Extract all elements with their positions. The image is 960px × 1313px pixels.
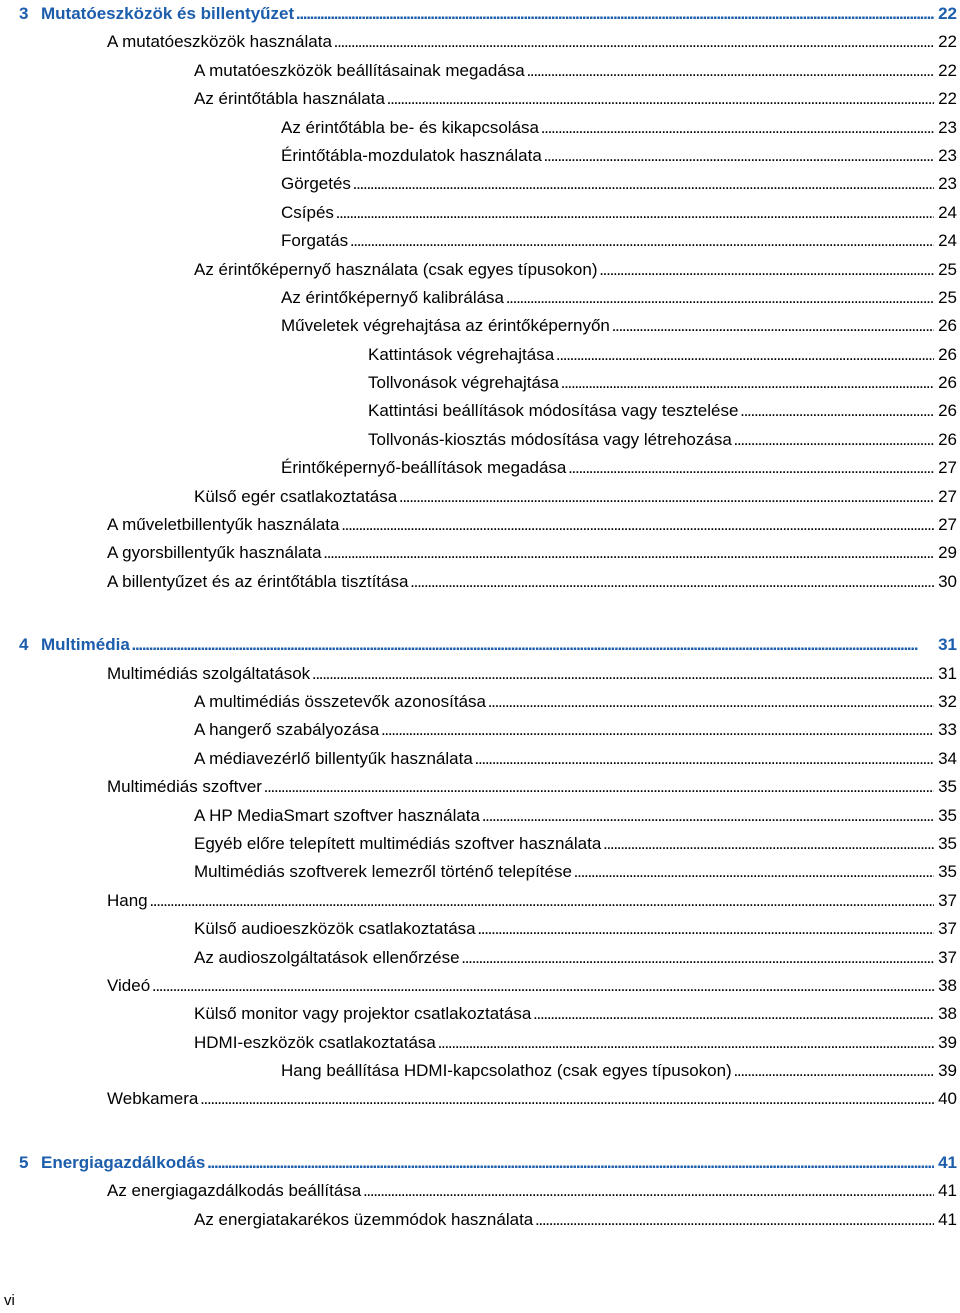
toc-entry-link[interactable]	[0, 256, 960, 284]
toc-entry-title: A mutatóeszközök használata . . .	[107, 28, 934, 56]
toc-entry-title: Multimédiás szoftver . . .	[107, 773, 934, 801]
toc-entry-link[interactable]	[0, 688, 960, 716]
toc-entry-title: Egyéb előre telepített multimédiás szoftver használata . . .	[194, 830, 934, 858]
toc-entry-link[interactable]	[0, 483, 960, 511]
toc-entry-link[interactable]	[0, 199, 960, 227]
toc-entry-title: Görgetés . . .	[281, 170, 934, 198]
toc-entry-link[interactable]	[0, 369, 960, 397]
toc-entry-page: 31	[938, 663, 957, 683]
chapter-title: Mutatóeszközök és billentyűzet . . .	[41, 0, 934, 28]
toc-entry-page: 27	[938, 486, 957, 506]
toc-entry-link[interactable]	[0, 284, 960, 312]
toc-entry-link[interactable]	[0, 830, 960, 858]
toc-entry-page: 37	[938, 919, 957, 939]
toc-entry-title: Webkamera . . .	[107, 1085, 934, 1113]
chapter-heading-link[interactable]	[0, 631, 960, 659]
chapter-title: Multimédia . . .	[41, 631, 934, 659]
toc-entry-page: 25	[938, 287, 957, 307]
toc-entry-title: A billentyűzet és az érintőtábla tisztítása . . .	[107, 568, 934, 596]
toc-entry-page: 35	[938, 805, 957, 825]
toc-entry-title: Multimédiás szolgáltatások . . .	[107, 660, 934, 688]
toc-entry-page: 30	[938, 571, 957, 591]
chapter-number: 5	[19, 1152, 29, 1172]
toc-entry-title: A műveletbillentyűk használata . . .	[107, 511, 934, 539]
toc-entry-page: 37	[938, 947, 957, 967]
toc-entry-title: Multimédiás szoftverek lemezről történő telepítése . . .	[194, 858, 934, 886]
toc-entry-page: 39	[938, 1032, 957, 1052]
chapter-page: 41	[938, 1152, 957, 1172]
toc-entry-link[interactable]	[0, 972, 960, 1000]
toc-entry-page: 25	[938, 259, 957, 279]
chapter-heading-link[interactable]	[0, 0, 960, 28]
toc-entry-title: A gyorsbillentyűk használata . . .	[107, 539, 934, 567]
toc-entry-title: Az érintőtábla használata . . .	[194, 85, 934, 113]
toc-entry-title: Tollvonások végrehajtása . . .	[368, 369, 934, 397]
toc-entry-link[interactable]	[0, 539, 960, 567]
toc-entry-title: Az audioszolgáltatások ellenőrzése . . .	[194, 944, 934, 972]
toc-entry-page: 35	[938, 777, 957, 797]
toc-entry-link[interactable]	[0, 660, 960, 688]
toc-entry-title: Az energiatakarékos üzemmódok használata . . .	[194, 1206, 934, 1234]
toc-entry-link[interactable]	[0, 1000, 960, 1028]
chapter-page: 22	[938, 4, 957, 23]
toc-entry-link[interactable]	[0, 142, 960, 170]
toc-entry-title: A médiavezérlő billentyűk használata . . .	[194, 745, 934, 773]
toc-entry-page: 26	[938, 429, 957, 449]
toc-entry-link[interactable]	[0, 1206, 960, 1234]
chapter-title: Energiagazdálkodás . . .	[41, 1149, 934, 1177]
toc-entry-title: Az érintőtábla be- és kikapcsolása . . .	[281, 114, 934, 142]
toc-entry-link[interactable]	[0, 227, 960, 255]
toc-entry-title: Érintőképernyő-beállítások megadása . . .	[281, 454, 934, 482]
toc-chapter	[0, 1149, 960, 1234]
toc-entry-link[interactable]	[0, 915, 960, 943]
toc-entry-link[interactable]	[0, 312, 960, 340]
toc-entry-link[interactable]	[0, 170, 960, 198]
toc-entry-title: Hang . . .	[107, 887, 934, 915]
toc-entry-title: Az érintőképernyő használata (csak egyes típusokon) . . .	[194, 256, 934, 284]
toc-entry-link[interactable]	[0, 716, 960, 744]
toc-entry-page: 23	[938, 174, 957, 194]
toc-entry-title: Érintőtábla-mozdulatok használata . . .	[281, 142, 934, 170]
toc-entry-page: 35	[938, 833, 957, 853]
toc-entry-page: 29	[938, 543, 957, 563]
toc-entry-page: 22	[938, 60, 957, 80]
toc-entry-title: Az energiagazdálkodás beállítása . . .	[107, 1177, 934, 1205]
toc-entry-page: 24	[938, 202, 957, 222]
toc-entry-link[interactable]	[0, 57, 960, 85]
toc-entry-link[interactable]	[0, 1057, 960, 1085]
toc-entry-page: 24	[938, 231, 957, 251]
toc-entry-link[interactable]	[0, 1085, 960, 1113]
toc-entry-page: 26	[938, 373, 957, 393]
toc-entry-title: HDMI-eszközök csatlakoztatása . . .	[194, 1029, 934, 1057]
toc-entry-title: Külső monitor vagy projektor csatlakoztatása . . .	[194, 1000, 934, 1028]
toc-entry-page: 23	[938, 117, 957, 137]
toc-entry-title: Műveletek végrehajtása az érintőképernyőn . . .	[281, 312, 934, 340]
toc-entry-link[interactable]	[0, 426, 960, 454]
toc-entry-page: 22	[938, 89, 957, 109]
chapter-number: 4	[19, 635, 29, 655]
toc-entry-link[interactable]	[0, 802, 960, 830]
toc-chapter	[0, 631, 960, 1114]
chapter-number: 3	[19, 4, 29, 23]
toc-entry-title: Videó . . .	[107, 972, 934, 1000]
toc-entry-link[interactable]	[0, 745, 960, 773]
toc-entry-page: 41	[938, 1209, 957, 1229]
toc-chapter	[0, 0, 960, 596]
toc-entry-page: 38	[938, 1004, 957, 1024]
toc-entry-link[interactable]	[0, 858, 960, 886]
toc-entry-page: 40	[938, 1089, 957, 1109]
toc-entry-page: 39	[938, 1061, 957, 1081]
toc-entry-link[interactable]	[0, 773, 960, 801]
toc-entry-page: 37	[938, 890, 957, 910]
toc-entry-title: Külső egér csatlakoztatása . . .	[194, 483, 934, 511]
chapter-page: 31	[938, 635, 957, 655]
toc-entry-title: Az érintőképernyő kalibrálása . . .	[281, 284, 934, 312]
toc-entry-link[interactable]	[0, 85, 960, 113]
toc-entry-page: 35	[938, 862, 957, 882]
toc-entry-page: 41	[938, 1181, 957, 1201]
toc-entry-page: 26	[938, 316, 957, 336]
toc-entry-title: A hangerő szabályozása . . .	[194, 716, 934, 744]
toc-entry-title: A multimédiás összetevők azonosítása . . .	[194, 688, 934, 716]
toc-entry-page: 34	[938, 748, 957, 768]
toc-entry-title: A HP MediaSmart szoftver használata . . .	[194, 802, 934, 830]
toc-entry-link[interactable]	[0, 454, 960, 482]
toc-entry-link[interactable]	[0, 114, 960, 142]
toc-entry-page: 33	[938, 720, 957, 740]
toc-entry-link[interactable]	[0, 397, 960, 425]
toc-entry-page: 38	[938, 975, 957, 995]
page-number: vi	[4, 1292, 15, 1309]
chapter-heading-link[interactable]	[0, 1149, 960, 1177]
toc-entry-link[interactable]	[0, 944, 960, 972]
toc-entry-title: Kattintási beállítások módosítása vagy tesztelése . . .	[368, 397, 934, 425]
toc-entry-link[interactable]	[0, 341, 960, 369]
toc-entry-page: 27	[938, 515, 957, 535]
toc-entry-page: 27	[938, 458, 957, 478]
toc-entry-link[interactable]	[0, 568, 960, 596]
toc-entry-title: A mutatóeszközök beállításainak megadása . . .	[194, 57, 934, 85]
toc-entry-link[interactable]	[0, 1177, 960, 1205]
toc-entry-page: 23	[938, 145, 957, 165]
toc-entry-title: Csípés . . .	[281, 199, 934, 227]
toc-entry-link[interactable]	[0, 1029, 960, 1057]
toc-entry-page: 26	[938, 401, 957, 421]
toc-entry-link[interactable]	[0, 887, 960, 915]
toc-entry-page: 26	[938, 344, 957, 364]
toc-entry-page: 22	[938, 32, 957, 52]
toc-entry-link[interactable]	[0, 511, 960, 539]
toc-entry-title: Tollvonás-kiosztás módosítása vagy létrehozása . . .	[368, 426, 934, 454]
toc-entry-link[interactable]	[0, 28, 960, 56]
toc-entry-title: Hang beállítása HDMI-kapcsolathoz (csak egyes típusokon) . . .	[281, 1057, 934, 1085]
toc-entry-title: Külső audioeszközök csatlakoztatása . . .	[194, 915, 934, 943]
toc-entry-page: 32	[938, 691, 957, 711]
toc-entry-title: Forgatás . . .	[281, 227, 934, 255]
toc-entry-title: Kattintások végrehajtása . . .	[368, 341, 934, 369]
